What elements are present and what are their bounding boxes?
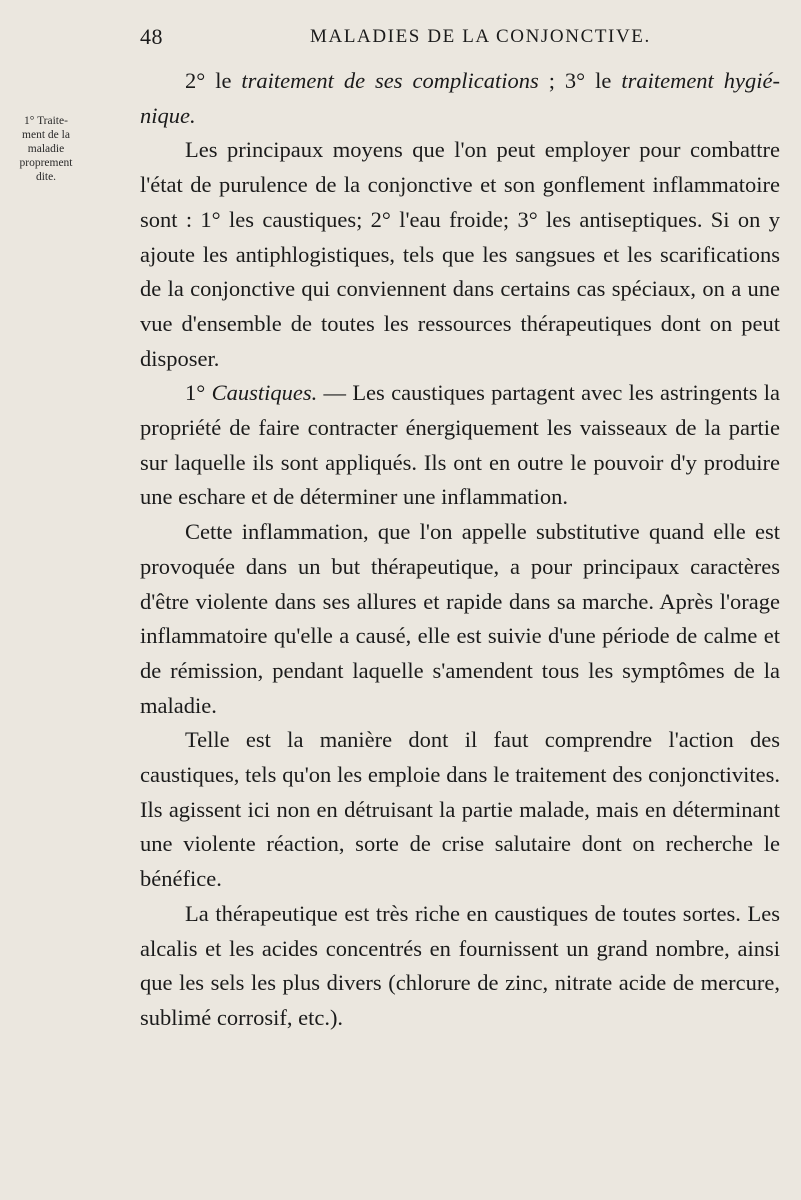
paragraph: Cette inflammation, que l'on appelle substitutive quand elle est provoquée dans un but thérapeutique, a pour principaux caractères d'être violente dans ses allures et rapide dans sa marche. Après l'orage inflammatoire qu'elle a causé, elle est suivie d'une période de calme et de rémission, pendant laquelle s'amendent tous les symptômes de la maladie. bbox=[140, 519, 780, 718]
margin-note-line: ment de la bbox=[22, 129, 70, 141]
page-number: 48 bbox=[140, 24, 163, 49]
margin-note-line: maladie bbox=[27, 143, 65, 155]
section-heading-italic: Caustiques. bbox=[211, 380, 318, 406]
paragraph: Les principaux moyens que l'on peut employer pour combattre l'état de purulence de la conjonctive et son gonflement inflammatoire sont : 1° les caustiques; 2° l'eau froide; 3° les antiseptiques. Si on y ajoute les antiphlogistiques, tels que les sangsues et les scarifications de la conjonctive qui conviennent dans certains cas spéciaux, on a une vue d'ensemble de toutes les ressources thérapeutiques dont on peut disposer. bbox=[140, 137, 780, 371]
italic-run: traitement hygié-nique. bbox=[140, 68, 780, 128]
running-title: MALADIES DE LA CONJONCTIVE. bbox=[310, 26, 651, 47]
margin-note bbox=[4, 114, 88, 184]
body-text bbox=[140, 64, 780, 1036]
text-run: ; 3° le bbox=[538, 68, 622, 93]
margin-note-line: proprement bbox=[19, 157, 73, 169]
margin-note-line: 1° Traite- bbox=[24, 115, 68, 127]
text-run: 1° bbox=[185, 380, 212, 406]
running-head bbox=[0, 24, 801, 54]
paragraph: La thérapeutique est très riche en caustiques de toutes sortes. Les alcalis et les acides concentrés en fournissent un grand nombre, ainsi que les sels les plus divers (chlorure de zinc, nitrate acide de mercure, sublimé corrosif, etc.). bbox=[140, 900, 780, 1030]
text-run: 2° le bbox=[185, 68, 242, 93]
text-run: — Les caustiques partagent avec les astringents la propriété de faire contracter énergiquement les vaisseaux de la partie sur laquelle ils sont appliqués. Ils ont en outre le pouvoir d'y produire une eschare et de déterminer une inflammation. bbox=[140, 380, 781, 510]
italic-run: traitement de ses complications bbox=[241, 68, 539, 93]
paragraph-caustiques bbox=[140, 376, 780, 515]
margin-note-line: dite. bbox=[35, 171, 57, 183]
paragraph-continuation bbox=[140, 64, 780, 133]
paragraph: Telle est la manière dont il faut comprendre l'action des caustiques, tels qu'on les emploie dans le traitement des conjonctivites. Ils agissent ici non en détruisant la partie malade, mais en déterminant une violente réaction, sorte de crise salutaire dont on recherche le bénéfice. bbox=[140, 727, 780, 892]
